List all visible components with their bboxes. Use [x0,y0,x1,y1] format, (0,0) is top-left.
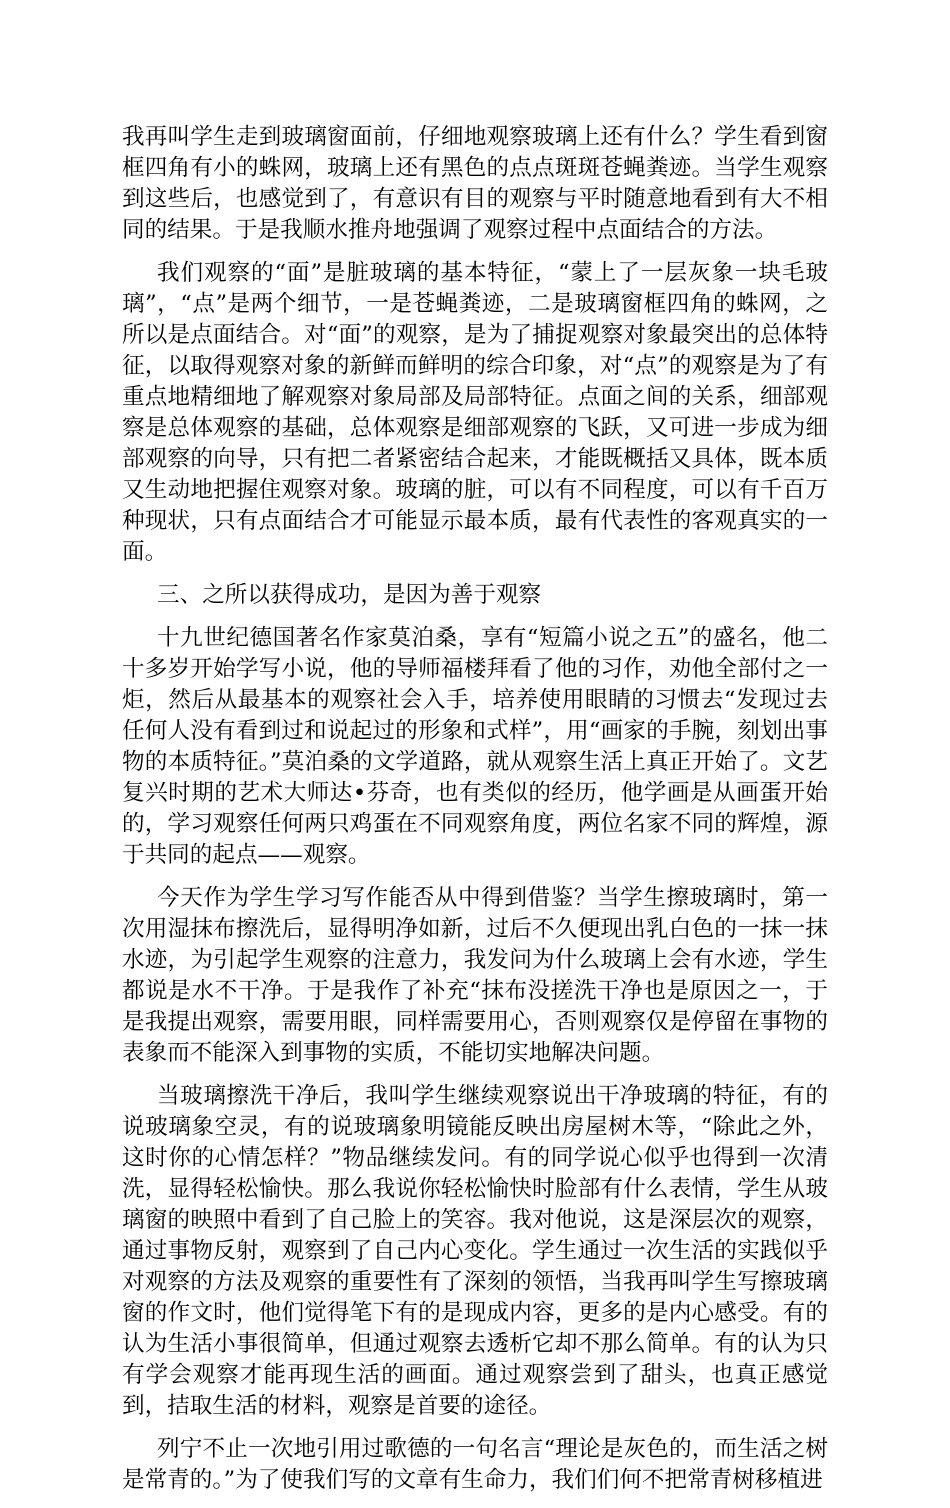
section-heading: 三、之所以获得成功，是因为善于观察 [157,582,542,608]
document-body [122,122,828,1508]
paragraph-4: 今天作为学生学习写作能否从中得到借鉴？当学生擦玻璃时，第一次用湿抹布擦洗后，显得明净如新，过后不久便现出乳白色的一抹一抹水迹，为引起学生观察的注意力，我发问为什么玻璃上会有水迹，学生都说是水不干净。于是我作了补充“抹布没搓洗干净也是原因之一，于是我提出观察，需要用眼，同样需要用心，否则观察仅是停留在事物的表象而不能深入到事物的实质，不能切实地解决问题。 [122,885,828,1066]
paragraph-2: 我们观察的“面”是脏玻璃的基本特征，“蒙上了一层灰象一块毛玻璃”，“点”是两个细节，一是苍蝇粪迹，二是玻璃窗框四角的蛛网，之所以是点面结合。对“面”的观察，是为了捕捉观察对象最突出的总体特征，以取得观察对象的新鲜而鲜明的综合印象，对“点”的观察是为了有重点地精细地了解观察对象局部及局部特征。点面之间的关系，细部观察是总体观察的基础，总体观察是细部观察的飞跃，又可进一步成为细部观察的向导，只有把二者紧密结合起来，才能既概括又具体，既本质又生动地把握住观察对象。玻璃的脏，可以有不同程度，可以有千百万种现状，只有点面结合才可能显示最本质，最有代表性的客观真实的一面。 [122,260,828,565]
paragraph-3: 十九世纪德国著名作家莫泊桑，享有“短篇小说之五”的盛名，他二十多岁开始学写小说，他的导师福楼拜看了他的习作，劝他全部付之一炬，然后从最基本的观察社会入手，培养使用眼睛的习惯去“发现过去任何人没有看到过和说起过的形象和式样”，用“画家的手腕，刻划出事物的本质特征。”莫泊桑的文学道路，就从观察生活上真正开始了。文艺复兴时期的艺术大师达•芬奇，也有类似的经历，他学画是从画蛋开始的，学习观察任何两只鸡蛋在不同观察角度，两位名家不同的辉煌，源于共同的起点——观察。 [122,625,828,868]
paragraph-5: 当玻璃擦洗干净后，我叫学生继续观察说出干净玻璃的特征，有的说玻璃象空灵，有的说玻璃象明镜能反映出房屋树木等，“除此之外，这时你的心情怎样？”物品继续发问。有的同学说心似乎也得到一次清洗，显得轻松愉快。那么我说你轻松愉快时脸部有什么表情，学生从玻璃窗的映照中看到了自己脸上的笑容。我对他说，这是深层次的观察，通过事物反射，观察到了自己内心变化。学生通过一次生活的实践似乎对观察的方法及观察的重要性有了深刻的领悟，当我再叫学生写擦玻璃窗的作文时，他们觉得笔下有的是现成内容，更多的是内心感受。有的认为生活小事很简单，但通过观察去透析它却不那么简单。有的认为只有学会观察才能再现生活的画面。通过观察尝到了甜头，也真正感觉到，拮取生活的材料，观察是首要的途径。 [122,1083,828,1419]
paragraph-1: 我再叫学生走到玻璃窗面前，仔细地观察玻璃上还有什么？学生看到窗框四角有小的蛛网，玻璃上还有黑色的点点斑斑苍蝇粪迹。当学生观察到这些后，也感觉到了，有意识有目的观察与平时随意地看到有大不相同的结果。于是我顺水推舟地强调了观察过程中点面结合的方法。 [122,124,828,243]
paragraph-6: 列宁不止一次地引用过歌德的一句名言“理论是灰色的，而生活之树是常青的。”为了使我们写的文章有生命力，我们们何不把常青树移植进 [122,1436,828,1493]
